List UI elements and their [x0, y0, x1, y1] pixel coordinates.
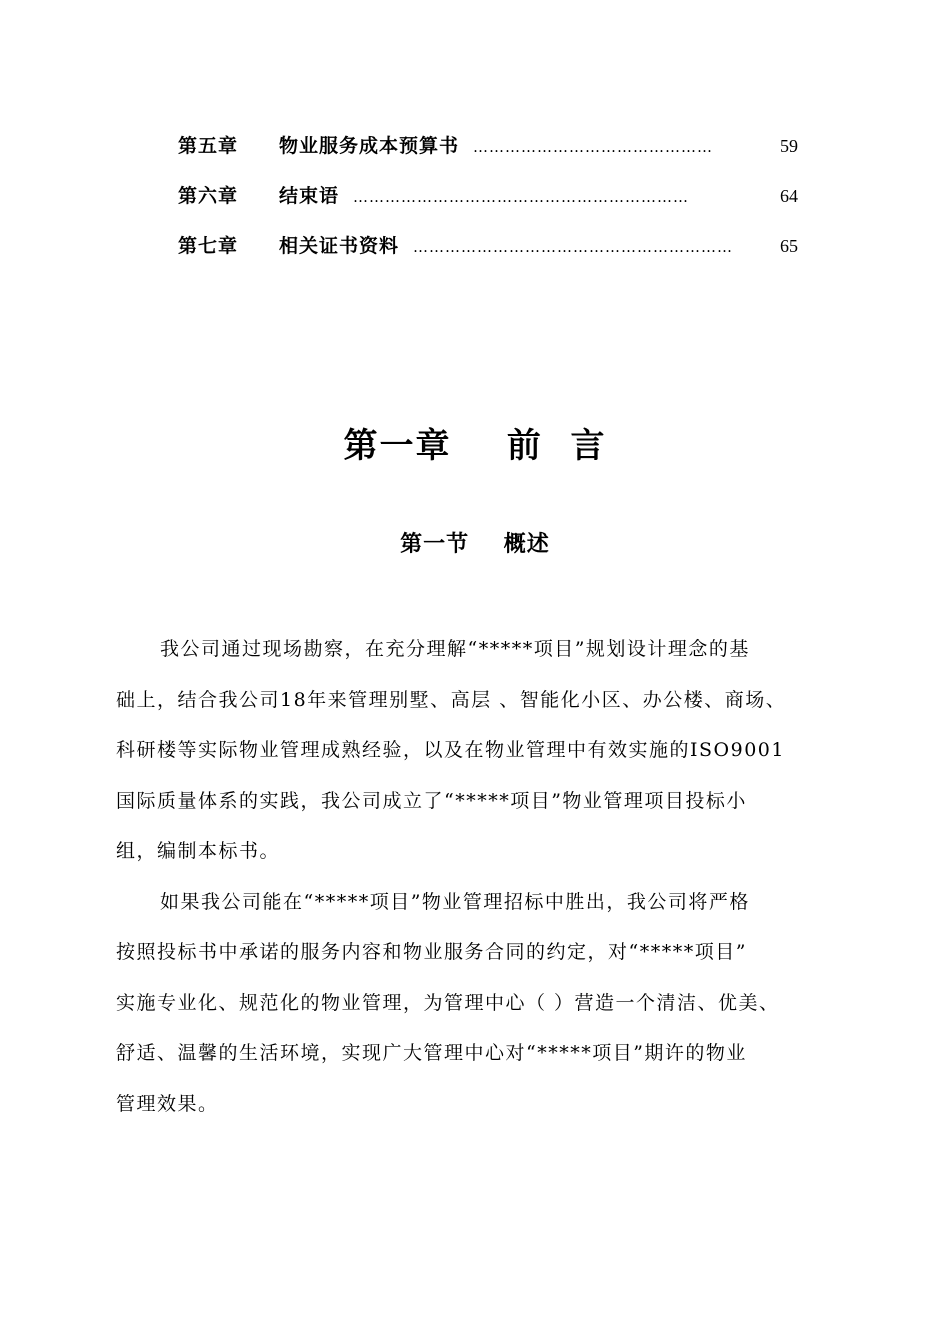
- toc-entry[interactable]: [178, 128, 798, 178]
- paragraph: [116, 624, 846, 877]
- paragraph-line: 实施专业化、规范化的物业管理，为管理中心（ ）营造一个清洁、优美、: [116, 991, 780, 1014]
- toc-page-number: 64: [780, 186, 798, 206]
- paragraph-line: 科研楼等实际物业管理成熟经验，以及在物业管理中有效实施的ISO9001: [116, 739, 785, 761]
- toc-chapter-title: 结束语: [279, 185, 340, 207]
- toc-entry[interactable]: [178, 178, 798, 228]
- toc-page-number: 65: [780, 236, 798, 256]
- toc-leader-dots: ………………………………………: [473, 138, 714, 156]
- toc-chapter-title: 物业服务成本预算书: [279, 135, 460, 157]
- paragraph-line: 按照投标书中承诺的服务内容和物业服务合同的约定，对“*****项目”: [116, 941, 747, 963]
- paragraph-line: 如果我公司能在“*****项目”物业管理招标中胜出，我公司将严格: [160, 890, 750, 913]
- paragraph-line: 舒适、温馨的生活环境，实现广大管理中心对“*****项目”期许的物业: [116, 1042, 747, 1064]
- toc-chapter-title: 相关证书资料: [279, 235, 400, 257]
- section-heading: 第一节 概述: [400, 531, 550, 557]
- toc-chapter-number: 第六章: [178, 185, 239, 207]
- table-of-contents: [178, 128, 798, 278]
- body-text: [116, 624, 846, 1129]
- chapter-heading: 第一章 前 言: [343, 426, 607, 466]
- paragraph-line: 国际质量体系的实践，我公司成立了“*****项目”物业管理项目投标小: [116, 789, 747, 812]
- paragraph-line: 管理效果。: [116, 1092, 219, 1115]
- toc-leader-dots: ………………………………………………………: [353, 188, 690, 206]
- toc-page-number: 59: [780, 136, 798, 156]
- paragraph-line: 础上，结合我公司18年来管理别墅、高层 、智能化小区、办公楼、商场、: [116, 688, 787, 711]
- paragraph-line: 组，编制本标书。: [116, 840, 281, 862]
- toc-leader-dots: ……………………………………………………: [413, 238, 734, 256]
- toc-chapter-number: 第七章: [178, 235, 239, 257]
- toc-chapter-number: 第五章: [178, 135, 239, 157]
- paragraph: [116, 877, 846, 1130]
- paragraph-line: 我公司通过现场勘察，在充分理解“*****项目”规划设计理念的基: [160, 638, 750, 660]
- toc-entry[interactable]: [178, 228, 798, 278]
